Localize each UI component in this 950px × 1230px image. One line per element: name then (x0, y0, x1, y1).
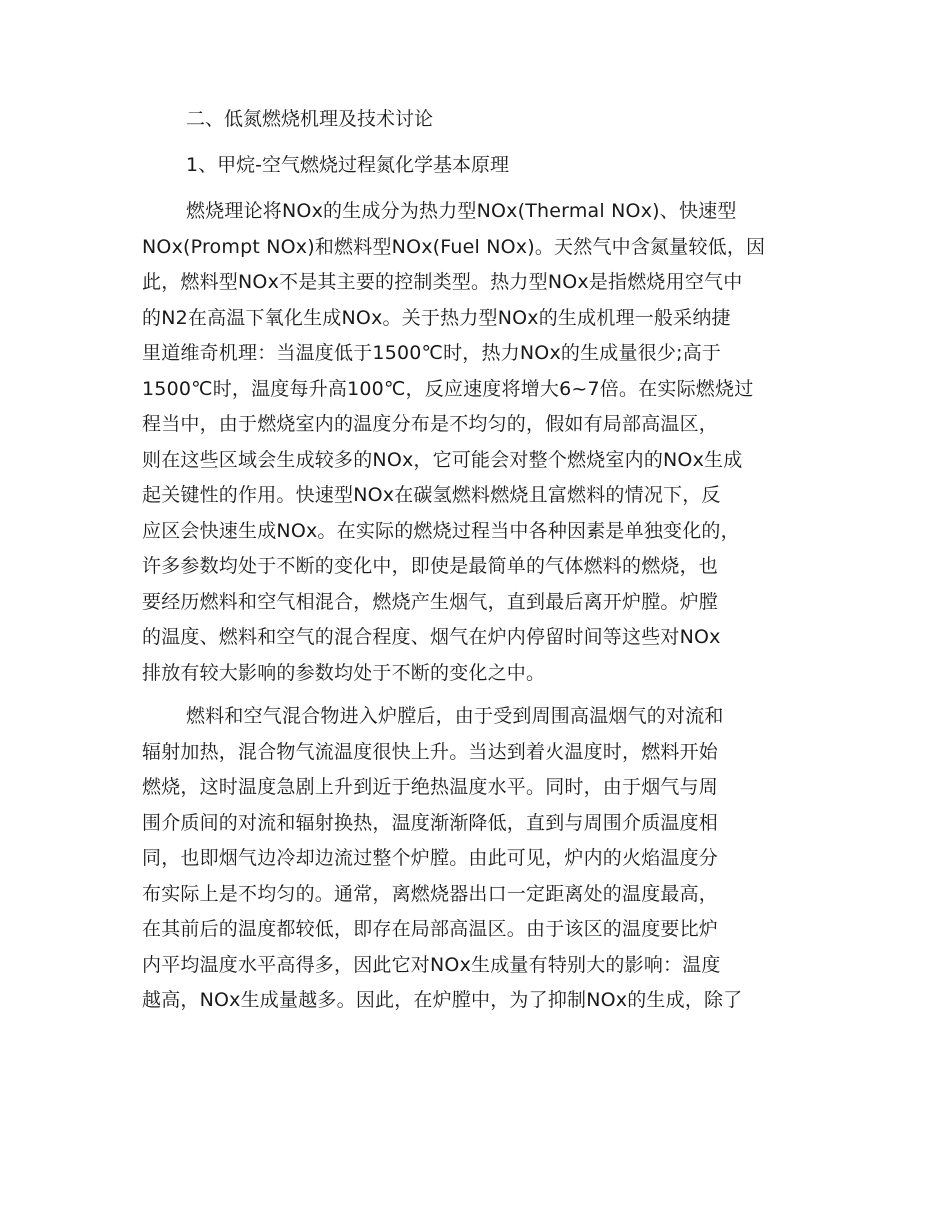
paragraph-line: 应区会快速生成NOx。在实际的燃烧过程当中各种因素是单独变化的， (142, 519, 740, 542)
paragraph-line: 许多参数均处于不断的变化中，即使是最简单的气体燃料的燃烧，也 (142, 555, 719, 577)
paragraph-line: 要经历燃料和空气相混合，燃烧产生烟气，直到最后离开炉膛。炉膛 (142, 590, 719, 613)
paragraph-1 (142, 194, 810, 691)
paragraph-line: NOx(Prompt NOx)和燃料型NOx(Fuel NOx)。天然气中含氮量较低，因 (142, 235, 766, 258)
paragraph-line: 则在这些区域会生成较多的NOx，它可能会对整个燃烧室内的NOx生成 (142, 448, 743, 471)
paragraph-line: 越高，NOx生成量越多。因此，在炉膛中，为了抑制NOx的生成，除了 (142, 989, 743, 1011)
paragraph-line: 起关键性的作用。快速型NOx在碳氢燃料燃烧且富燃料的情况下，反 (142, 484, 721, 506)
paragraph-line: 此，燃料型NOx不是其主要的控制类型。热力型NOx是指燃烧用空气中 (142, 271, 743, 293)
paragraph-line: 布实际上是不均匀的。通常，离燃烧器出口一定距离处的温度最高， (142, 882, 719, 905)
paragraph-2 (142, 699, 810, 1019)
paragraph-line: 内平均温度水平高得多，因此它对NOx生成量有特别大的影响：温度 (142, 953, 721, 976)
paragraph-line: 辐射加热，混合物气流温度很快上升。当达到着火温度时，燃料开始 (142, 740, 719, 763)
paragraph-line: 同，也即烟气边冷却边流过整个炉膛。由此可见，炉内的火焰温度分 (142, 847, 719, 869)
section-heading: 二、低氮燃烧机理及技术讨论 (186, 108, 434, 130)
paragraph-line: 的温度、燃料和空气的混合程度、烟气在炉内停留时间等这些对NOx (142, 626, 721, 648)
paragraph-line: 1500℃时，温度每升高100℃，反应速度将增大6~7倍。在实际燃烧过 (142, 377, 754, 400)
paragraph-line: 燃料和空气混合物进入炉膛后，由于受到周围高温烟气的对流和 (186, 705, 724, 727)
paragraph-line: 在其前后的温度都较低，即存在局部高温区。由于该区的温度要比炉 (142, 918, 719, 940)
paragraph-line: 燃烧理论将NOx的生成分为热力型NOx(Thermal NOx)、快速型 (186, 200, 737, 222)
document-page (142, 104, 810, 1027)
paragraph-line: 里道维奇机理：当温度低于1500℃时，热力NOx的生成量很少;高于 (142, 342, 722, 364)
paragraph-line: 排放有较大影响的参数均处于不断的变化之中。 (142, 661, 546, 684)
paragraph-line: 的N2在高温下氧化生成NOx。关于热力型NOx的生成机理一般采纳捷 (142, 306, 731, 329)
paragraph-line: 程当中，由于燃烧室内的温度分布是不均匀的，假如有局部高温区， (142, 413, 719, 435)
paragraph-line: 燃烧，这时温度急剧上升到近于绝热温度水平。同时，由于烟气与周 (142, 776, 719, 798)
subsection-heading: 1、甲烷-空气燃烧过程氮化学基本原理 (186, 154, 509, 176)
paragraph-line: 围介质间的对流和辐射换热，温度渐渐降低，直到与周围介质温度相 (142, 811, 719, 834)
